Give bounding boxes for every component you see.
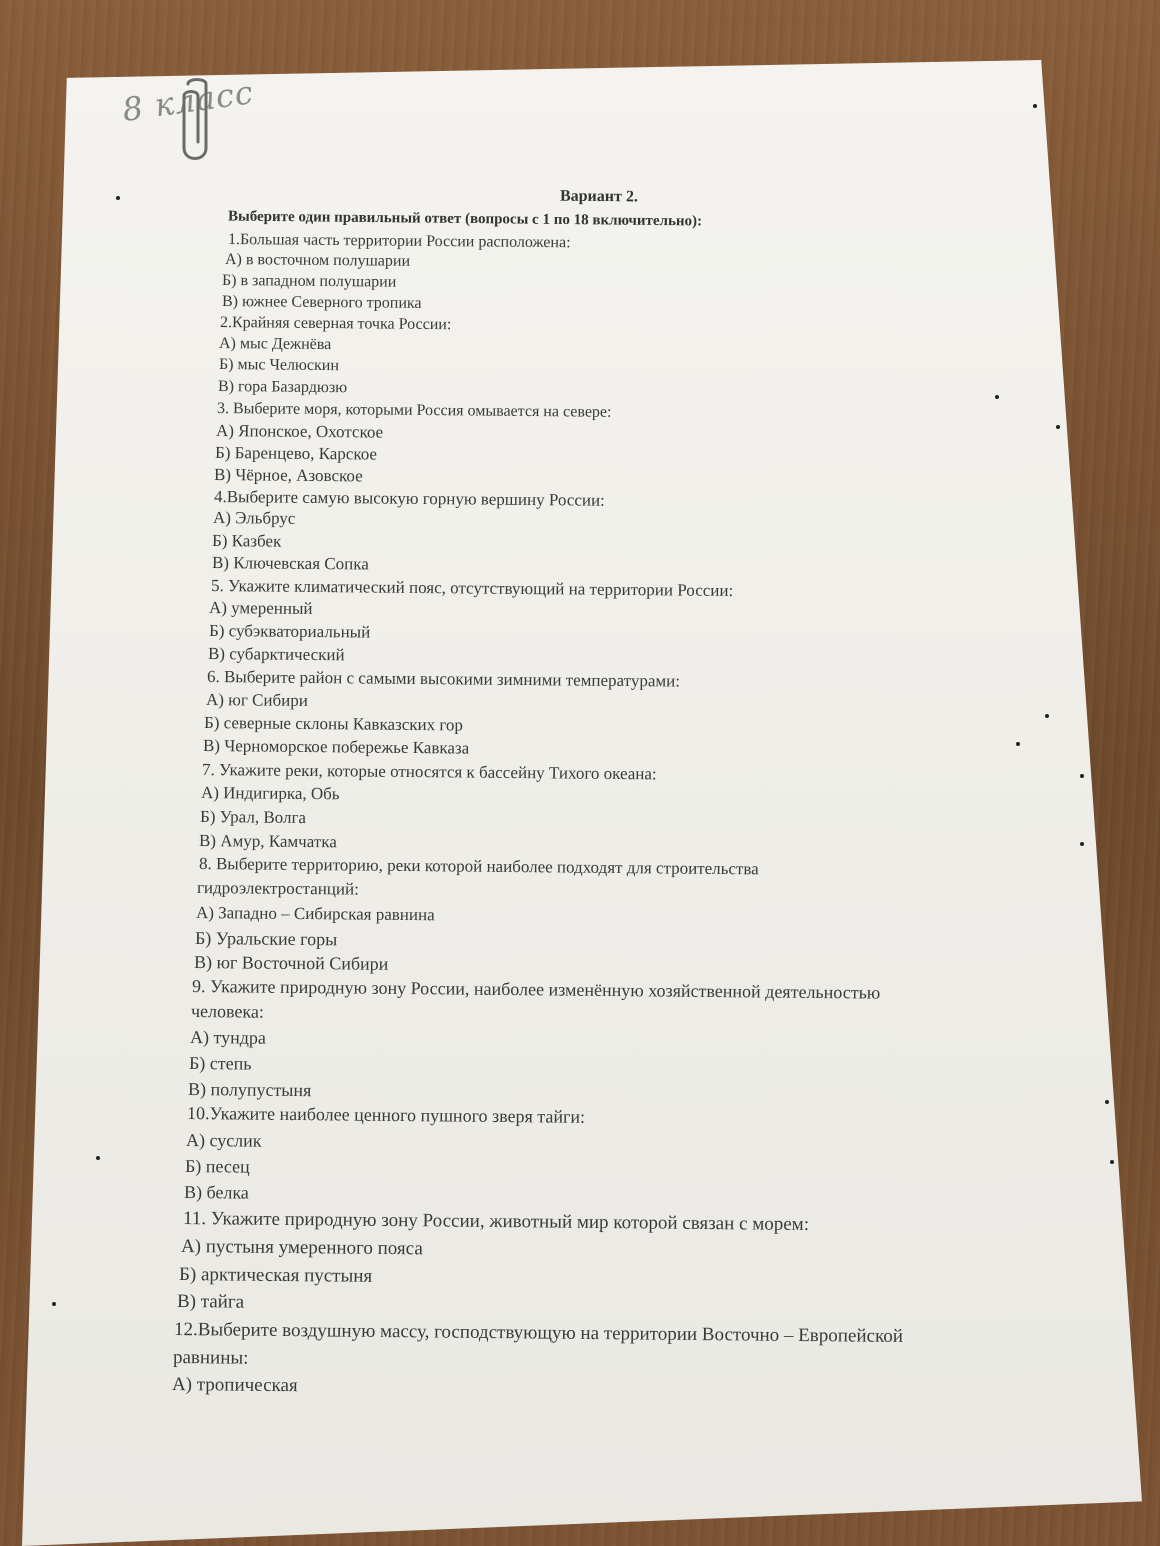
document-line: 9. Укажите природную зону России, наиболее изменённую хозяйственной деятельностью [191, 976, 881, 1003]
paper-speck [96, 1156, 100, 1160]
paper-speck [1080, 774, 1084, 778]
document-line: А) умеренный [208, 598, 313, 618]
paper-speck [1105, 1100, 1109, 1104]
document-line: В) белка [183, 1182, 249, 1203]
paper-speck [1080, 842, 1084, 846]
document-line: Б) субэкваториальный [208, 621, 371, 642]
document-line: равнины: [172, 1347, 249, 1369]
document-line: Б) Уральские горы [194, 928, 338, 950]
document-line: 2.Крайняя северная точка России: [219, 314, 452, 334]
document-line: Б) в западном полушарии [221, 272, 397, 291]
document-line: 11. Укажите природную зону России, животный мир которой связан с морем: [182, 1208, 810, 1236]
paper-speck [1056, 425, 1060, 429]
document-line: 4.Выберите самую высокую горную вершину России: [213, 487, 605, 510]
paper-speck [52, 1302, 56, 1306]
document-line: А) мыс Дежнёва [218, 335, 332, 354]
document-line: В) южнее Северного тропика [221, 293, 422, 312]
paper-speck [1016, 742, 1020, 746]
document-line: гидроэлектростанций: [196, 878, 359, 899]
paper-speck [995, 395, 999, 399]
document-line: А) пустыня умеренного пояса [180, 1236, 423, 1260]
document-line: 7. Укажите реки, которые относятся к бассейну Тихого океана: [201, 760, 657, 784]
document-line: А) юг Сибири [205, 690, 308, 710]
paper-speck [116, 196, 120, 200]
document-line: Б) мыс Челюскин [218, 356, 340, 375]
document-title: Вариант 2. [559, 187, 638, 206]
document-line: 1.Большая часть территории России расположена: [227, 231, 571, 252]
paper-speck [1110, 1160, 1114, 1164]
document-line: А) Индигирка, Обь [200, 783, 340, 804]
document-line: Б) арктическая пустыня [178, 1264, 373, 1287]
document-line: В) гора Базардюзю [217, 378, 348, 397]
document-line: В) субарктический [207, 644, 345, 665]
document-line: В) юг Восточной Сибири [193, 952, 389, 974]
document-line: В) Черноморское побережье Кавказа [202, 736, 470, 758]
document-line: Б) северные склоны Кавказских гор [203, 713, 464, 735]
document-line: 12.Выберите воздушную массу, господствующую на территории Восточно – Европейской [173, 1319, 904, 1347]
document-line: В) тайга [176, 1291, 245, 1313]
document-instruction: Выберите один правильный ответ (вопросы с 1 по 18 включительно): [227, 208, 703, 230]
document-line: А) Западно – Сибирская равнина [195, 903, 435, 925]
paperclip-icon [178, 78, 216, 164]
handwritten-note: 8 класс [119, 73, 256, 129]
paper-speck [1045, 714, 1049, 718]
document-line: 5. Укажите климатический пояс, отсутствующий на территории России: [210, 576, 734, 601]
document-line: 10.Укажите наиболее ценного пушного зверя тайги: [186, 1103, 586, 1127]
document-line: А) тропическая [171, 1374, 298, 1397]
document-line: Б) песец [184, 1156, 250, 1177]
document-line: 3. Выберите моря, которыми Россия омывается на севере: [216, 400, 612, 421]
document-line: Б) степь [188, 1053, 252, 1074]
document-line: человека: [190, 1001, 264, 1022]
document-line: Б) Баренцево, Карское [214, 443, 378, 464]
document-line: Б) Урал, Волга [199, 807, 307, 828]
document-line: В) полупустыня [187, 1079, 312, 1101]
document-line: А) Эльбрус [212, 508, 296, 528]
document-line: В) Амур, Камчатка [198, 831, 337, 852]
document-line: 8. Выберите территорию, реки которой наиболее подходят для строительства [198, 854, 759, 879]
document-line: А) в восточном полушарии [224, 251, 411, 270]
document-line: В) Чёрное, Азовское [213, 465, 363, 486]
document-line: В) Ключевская Сопка [211, 553, 369, 574]
document-line: А) тундра [189, 1027, 267, 1048]
document-line: 6. Выберите район с самыми высокими зимними температурами: [206, 667, 681, 691]
document-line: Б) Казбек [211, 531, 282, 551]
document-line: А) Японское, Охотское [215, 421, 384, 442]
document-line: А) суслик [185, 1130, 262, 1151]
paper-speck [1033, 104, 1037, 108]
